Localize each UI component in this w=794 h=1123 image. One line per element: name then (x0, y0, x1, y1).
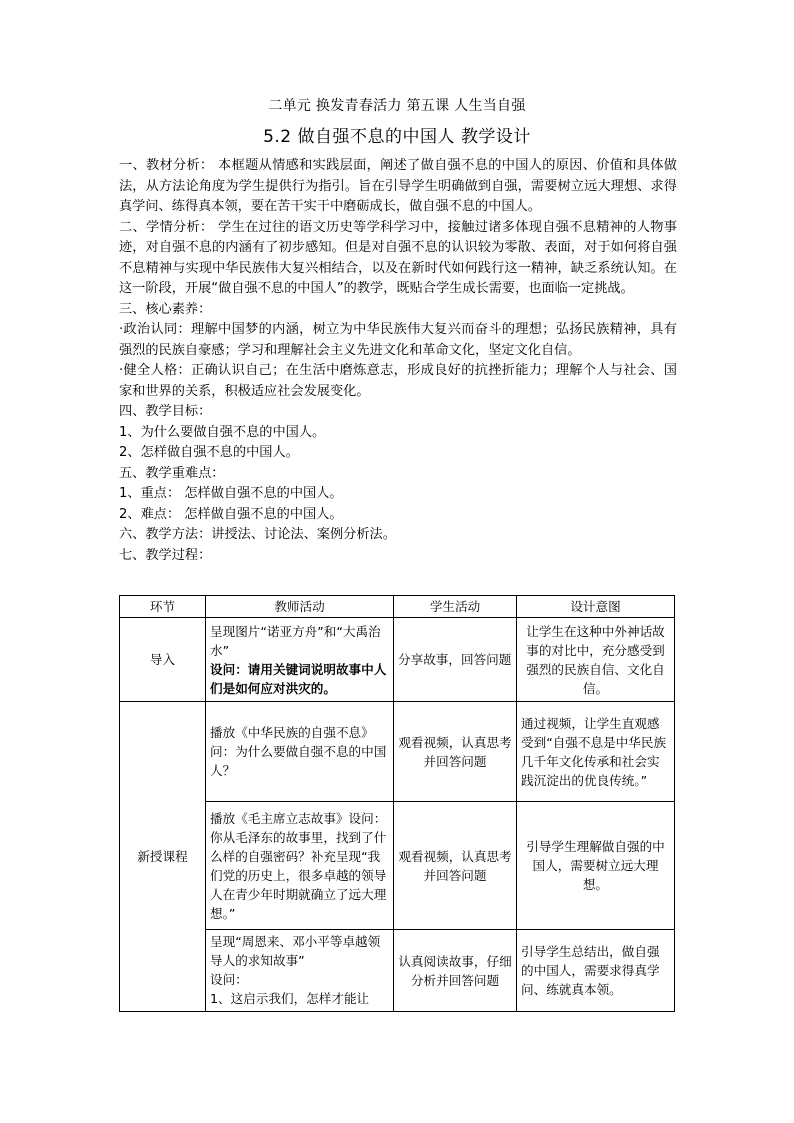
header-student-activity: 学生活动 (394, 596, 517, 618)
design-intent-cell: 让学生在这种中外神话故事的对比中，充分感受到强烈的民族自信、文化自信。 (517, 618, 675, 702)
table-row (120, 702, 675, 802)
key-point-item: 1、重点： 怎样做自强不息的中国人。 (119, 486, 343, 501)
table-row (120, 618, 675, 702)
core-literacy-personality: ·健全人格：正确认识自己；在生活中磨炼意志，形成良好的抗挫折能力；理解个人与社会、国家和世界的关系，积极适应社会发展变化。 (119, 363, 677, 399)
core-literacy-political: ·政治认同：理解中国梦的内涵，树立为中华民族伟大复兴而奋斗的理想；弘扬民族精神，具有强烈的民族自豪感；学习和理解社会主义先进文化和革命文化，坚定文化自信。 (119, 322, 677, 358)
section-methods: 六、教学方法：讲授法、讨论法、案例分析法。 (119, 527, 396, 542)
section-student-analysis: 二、学情分析： 学生在过往的语文历史等学科学习中，接触过诸多体现自强不息精神的人物事迹，对自强不息的内涵有了初步感知。但是对自强不息的认识较为零散、表面，对于如何将自强不息精神与实现中华民族伟大复兴相结合，以及在新时代如何践行这一精神，缺乏系统认知。在这一阶段，开展“做自强不息的中国人”的教学，既贴合学生成长需要，也面临一定挑战。 (119, 219, 677, 296)
difficult-point-item: 2、难点： 怎样做自强不息的中国人。 (119, 506, 343, 522)
stage-cell: 导入 (120, 618, 206, 702)
teacher-activity-cell (206, 618, 394, 702)
unit-title: 二单元 换发青春活力 第五课 人生当自强 (268, 98, 526, 114)
design-intent-cell: 引导学生总结出，做自强的中国人，需要求得真学问、练就真本领。 (517, 930, 675, 1012)
design-intent-cell: 通过视频，让学生直观感受到“自强不息是中华民族几千年文化传承和社会实践沉淀出的优良传统。” (517, 702, 675, 802)
table-header-row (120, 596, 675, 618)
header-stage: 环节 (120, 596, 206, 618)
teaching-process-table (119, 595, 675, 1012)
student-activity-cell: 观看视频，认真思考并回答问题 (394, 802, 517, 930)
header-teacher-activity: 教师活动 (206, 596, 394, 618)
section-key-points-heading: 五、教学重难点： (119, 465, 225, 481)
section-core-literacy-heading: 三、核心素养： (119, 301, 212, 317)
section-textbook-analysis: 一、教材分析： 本框题从情感和实践层面，阐述了做自强不息的中国人的原因、价值和具体做法，从方法论角度为学生提供行为指引。旨在引导学生明确做到自强，需要树立远大理想、求得真学问、练得真本领，要在苦干实干中磨砺成长，做自强不息的中国人。 (119, 158, 677, 214)
student-activity-cell: 分享故事，回答问题 (394, 618, 517, 702)
teacher-activity-text: 呈现“周恩来、邓小平等卓越领导人的求知故事” (210, 934, 381, 968)
teacher-activity-cell: 播放《中华民族的自强不息》问：为什么要做自强不息的中国人？ (206, 702, 394, 802)
header-design-intent: 设计意图 (517, 596, 675, 618)
student-activity-cell: 观看视频，认真思考并回答问题 (394, 702, 517, 802)
document-body (119, 156, 677, 566)
stage-cell: 新授课程 (120, 702, 206, 1012)
teacher-activity-cell (206, 930, 394, 1012)
section-goals-heading: 四、教学目标： (119, 404, 212, 419)
design-intent-cell: 引导学生理解做自强的中国人，需要树立远大理想。 (517, 802, 675, 930)
student-activity-cell: 认真阅读故事，仔细分析并回答问题 (394, 930, 517, 1012)
section-process-heading: 七、教学过程： (119, 547, 212, 563)
teacher-activity-question: 设问： (210, 972, 248, 987)
lesson-title: 5.2 做自强不息的中国人 教学设计 (263, 127, 531, 147)
teacher-activity-question: 设问：请用关键词说明故事中人们是如何应对洪灾的。 (210, 661, 387, 696)
goal-item-1: 1、为什么要做自强不息的中国人。 (119, 424, 326, 440)
teacher-activity-subquestion: 1、这启示我们，怎样才能让 (210, 991, 370, 1006)
teacher-activity-cell: 播放《毛主席立志故事》设问：你从毛泽东的故事里，找到了什么样的自强密码？补充呈现“我们党的历史上，很多卓越的领导人在青少年时期就确立了远大理想。” (206, 802, 394, 930)
goal-item-2: 2、怎样做自强不息的中国人。 (119, 445, 299, 460)
teacher-activity-text: 呈现图片“诺亚方舟”和“大禹治水” (210, 623, 381, 658)
